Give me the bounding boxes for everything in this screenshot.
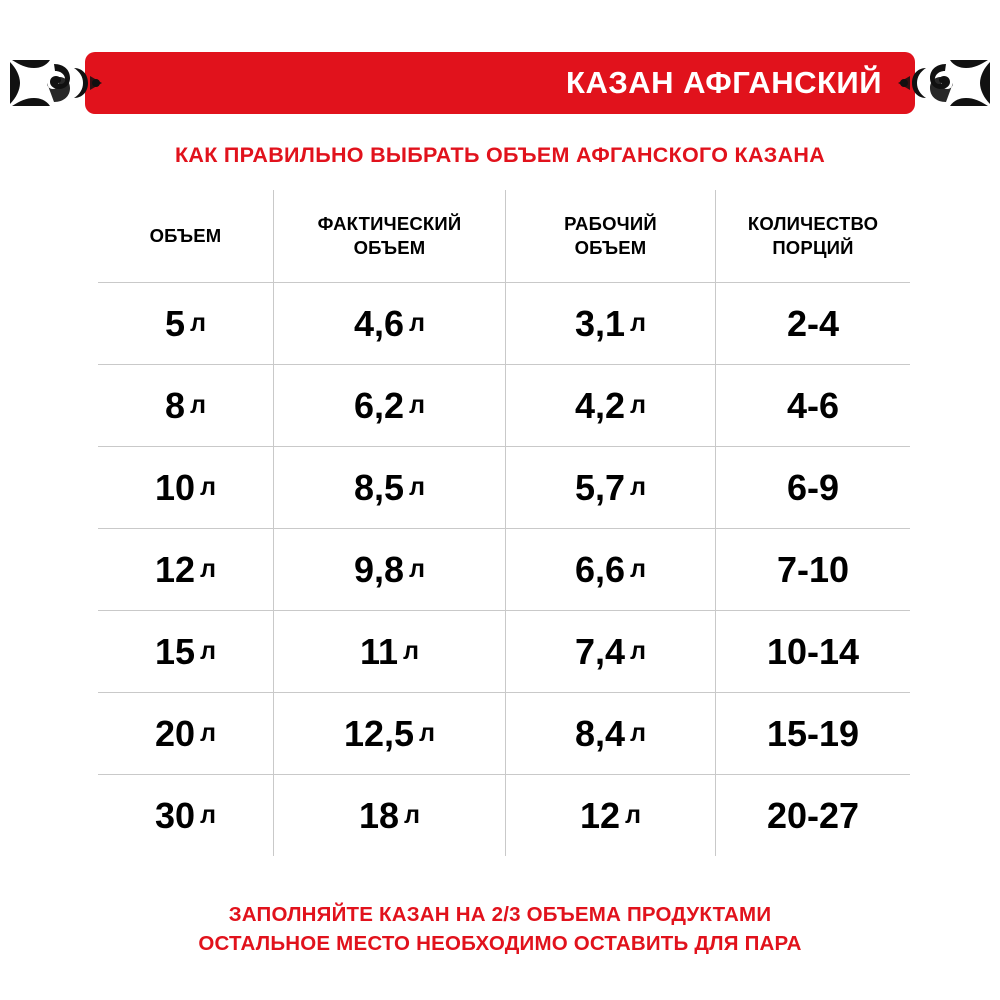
cell-working-value: 5,7	[575, 466, 626, 508]
cell-portions	[715, 693, 910, 774]
subtitle: КАК ПРАВИЛЬНО ВЫБРАТЬ ОБЪЕМ АФГАНСКОГО КАЗАНА	[174, 143, 826, 167]
column-header-actual-volume	[273, 190, 505, 282]
cell-volume	[98, 529, 273, 610]
cell-working-value: 3,1	[575, 302, 626, 344]
column-header-actual-volume-line1: ФАКТИЧЕСКИЙ	[317, 213, 462, 235]
cell-volume-value: 15	[155, 630, 196, 672]
cell-volume-unit: л	[200, 473, 216, 501]
column-header-volume-line1: ОБЪЕМ	[149, 225, 222, 247]
table-header-row	[98, 190, 910, 282]
cell-volume-unit: л	[200, 719, 216, 747]
cell-actual-unit: л	[419, 719, 435, 747]
cell-volume-value: 10	[155, 466, 196, 508]
cell-actual-value: 6,2	[354, 384, 405, 426]
column-header-working-volume-line1: РАБОЧИЙ	[564, 213, 657, 235]
table-row	[98, 364, 910, 446]
table-row	[98, 282, 910, 364]
cell-actual-value: 18	[359, 794, 400, 836]
cell-actual-unit: л	[409, 309, 425, 337]
cell-actual-unit: л	[409, 391, 425, 419]
cell-volume-value: 12	[155, 548, 196, 590]
table-row	[98, 610, 910, 692]
cell-volume	[98, 283, 273, 364]
column-header-working-volume	[505, 190, 715, 282]
table-row	[98, 446, 910, 528]
cell-portions	[715, 775, 910, 856]
footer-note-line1: ЗАПОЛНЯЙТЕ КАЗАН НА 2/3 ОБЪЕМА ПРОДУКТАМИ	[228, 903, 772, 926]
cell-actual-value: 4,6	[354, 302, 405, 344]
cell-working-value: 8,4	[575, 712, 626, 754]
cell-actual-value: 8,5	[354, 466, 405, 508]
table-row	[98, 774, 910, 856]
cell-portions-value: 6-9	[786, 466, 840, 508]
cell-working	[505, 365, 715, 446]
cell-volume	[98, 611, 273, 692]
cell-working-unit: л	[630, 309, 646, 337]
footer-note	[0, 900, 1000, 958]
cell-volume	[98, 693, 273, 774]
cell-working-unit: л	[630, 555, 646, 583]
cell-working-unit: л	[630, 473, 646, 501]
cell-actual-value: 9,8	[354, 548, 405, 590]
cell-working-value: 4,2	[575, 384, 626, 426]
cell-portions-value: 7-10	[776, 548, 850, 590]
cell-volume-value: 30	[155, 794, 196, 836]
cell-working	[505, 611, 715, 692]
cell-portions	[715, 529, 910, 610]
cell-volume	[98, 775, 273, 856]
cell-working-unit: л	[630, 637, 646, 665]
table-row	[98, 692, 910, 774]
cell-portions	[715, 611, 910, 692]
cell-working-value: 6,6	[575, 548, 626, 590]
cell-working	[505, 447, 715, 528]
cell-portions	[715, 447, 910, 528]
ornament-flourish-right-icon	[894, 56, 990, 110]
cell-actual-unit: л	[404, 801, 420, 829]
cell-working-unit: л	[630, 391, 646, 419]
cell-actual	[273, 529, 505, 610]
cell-volume-unit: л	[200, 555, 216, 583]
cell-volume-value: 5	[165, 302, 186, 344]
cell-volume-unit: л	[200, 637, 216, 665]
cell-actual-unit: л	[409, 473, 425, 501]
column-header-working-volume-line2: ОБЪЕМ	[574, 237, 647, 258]
ornament-flourish-left-icon	[10, 56, 106, 110]
cell-portions-value: 10-14	[766, 630, 860, 672]
cell-working	[505, 775, 715, 856]
cell-actual	[273, 447, 505, 528]
cell-portions-value: 4-6	[786, 384, 840, 426]
cell-working	[505, 529, 715, 610]
cell-actual	[273, 283, 505, 364]
cell-volume-unit: л	[190, 391, 206, 419]
cell-actual	[273, 611, 505, 692]
column-header-portions-line1: КОЛИЧЕСТВО	[747, 213, 879, 235]
column-header-actual-volume-line2: ОБЪЕМ	[353, 237, 426, 258]
cell-working	[505, 283, 715, 364]
cell-volume-unit: л	[200, 801, 216, 829]
cell-actual-unit: л	[409, 555, 425, 583]
cell-working-unit: л	[630, 719, 646, 747]
cell-portions-value: 15-19	[766, 712, 860, 754]
cell-actual-unit: л	[403, 637, 419, 665]
column-header-volume	[98, 190, 273, 282]
cell-portions-value: 20-27	[766, 794, 860, 836]
header-banner	[0, 52, 1000, 114]
cell-working-unit: л	[625, 801, 641, 829]
cell-actual	[273, 775, 505, 856]
cell-volume-value: 20	[155, 712, 196, 754]
cell-working-value: 12	[580, 794, 621, 836]
cell-actual-value: 11	[360, 630, 399, 672]
cell-working	[505, 693, 715, 774]
cell-portions	[715, 365, 910, 446]
cell-portions	[715, 283, 910, 364]
cell-volume	[98, 365, 273, 446]
column-header-portions	[715, 190, 910, 282]
cell-actual	[273, 365, 505, 446]
volume-table	[98, 190, 910, 856]
column-header-portions-line2: ПОРЦИЙ	[772, 237, 854, 258]
cell-actual-value: 12,5	[344, 712, 415, 754]
cell-volume-value: 8	[165, 384, 186, 426]
cell-portions-value: 2-4	[786, 302, 840, 344]
footer-note-line2: ОСТАЛЬНОЕ МЕСТО НЕОБХОДИМО ОСТАВИТЬ ДЛЯ ПАРА	[198, 932, 802, 956]
page-title: КАЗАН АФГАНСКИЙ	[566, 65, 882, 100]
cell-working-value: 7,4	[575, 630, 626, 672]
cell-actual	[273, 693, 505, 774]
table-row	[98, 528, 910, 610]
cell-volume	[98, 447, 273, 528]
cell-volume-unit: л	[190, 309, 206, 337]
